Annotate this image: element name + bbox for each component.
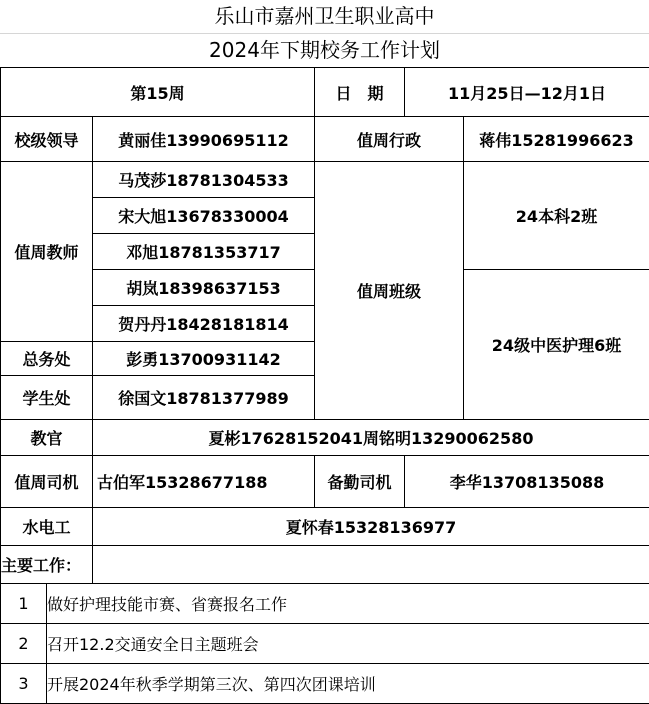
driver-value: 古伯军15328677188 — [93, 456, 315, 508]
duty-teacher-3: 邓旭18781353717 — [93, 234, 315, 270]
instructor-row — [1, 420, 649, 456]
duty-teachers-label: 值周教师 — [1, 162, 93, 342]
leader-value: 黄丽佳13990695112 — [93, 117, 315, 162]
main-work-row — [1, 546, 649, 584]
general-affairs-label: 总务处 — [1, 342, 93, 376]
instructor-value: 夏彬17628152041周铭明13290062580 — [93, 420, 649, 456]
duty-admin-value: 蒋伟15281996623 — [464, 117, 649, 162]
main-work-label: 主要工作： — [1, 546, 93, 584]
duty-class-1: 24本科2班 — [464, 162, 649, 270]
duty-teacher-row — [1, 162, 649, 198]
duty-schedule-table — [0, 67, 649, 584]
utilities-value: 夏怀春15328136977 — [93, 508, 649, 546]
week-number: 第15周 — [1, 68, 315, 117]
duty-class-2: 24级中医护理6班 — [464, 270, 649, 420]
driver-label: 值周司机 — [1, 456, 93, 508]
week-row — [1, 68, 649, 117]
student-office-value: 徐国文18781377989 — [93, 376, 315, 420]
duty-teacher-5: 贺丹丹18428181814 — [93, 306, 315, 342]
student-office-label: 学生处 — [1, 376, 93, 420]
duty-teacher-2: 宋大旭13678330004 — [93, 198, 315, 234]
duty-class-label: 值周班级 — [315, 162, 464, 420]
task-number: 1 — [1, 584, 47, 624]
instructor-label: 教官 — [1, 420, 93, 456]
utilities-row — [1, 508, 649, 546]
task-number: 2 — [1, 624, 47, 664]
main-work-blank — [93, 546, 649, 584]
date-label: 日 期 — [315, 68, 405, 117]
utilities-label: 水电工 — [1, 508, 93, 546]
logistics-driver-label: 备勤司机 — [315, 456, 405, 508]
plan-title: 2024年下期校务工作计划 — [0, 33, 649, 67]
leader-label: 校级领导 — [1, 117, 93, 162]
main-work-list — [0, 583, 649, 704]
date-range: 11月25日—12月1日 — [405, 68, 649, 117]
task-text: 召开12.2交通安全日主题班会 — [47, 624, 649, 664]
list-item — [1, 624, 649, 664]
driver-row — [1, 456, 649, 508]
duty-teacher-1: 马茂莎18781304533 — [93, 162, 315, 198]
logistics-driver-value: 李华13708135088 — [405, 456, 649, 508]
task-number: 3 — [1, 664, 47, 704]
duty-teacher-4: 胡岚18398637153 — [93, 270, 315, 306]
list-item — [1, 584, 649, 624]
leader-row — [1, 117, 649, 162]
list-item — [1, 664, 649, 704]
duty-admin-label: 值周行政 — [315, 117, 464, 162]
task-text: 做好护理技能市赛、省赛报名工作 — [47, 584, 649, 624]
general-affairs-value: 彭勇13700931142 — [93, 342, 315, 376]
task-text: 开展2024年秋季学期第三次、第四次团课培训 — [47, 664, 649, 704]
school-title: 乐山市嘉州卫生职业高中 — [0, 0, 649, 33]
